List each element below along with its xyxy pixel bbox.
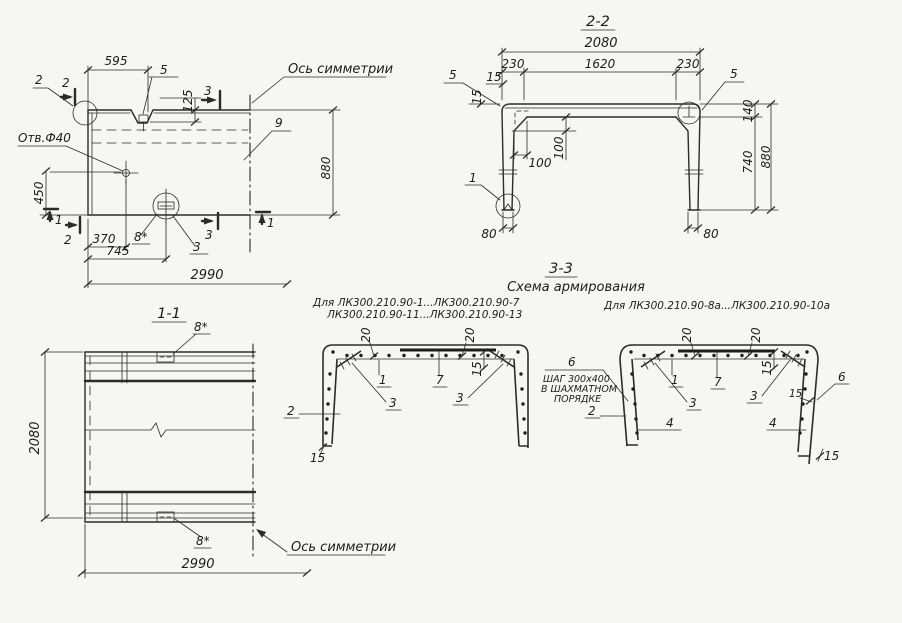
embedded-plate-top bbox=[157, 352, 174, 362]
scheme-a-caption-line1: Для ЛК300.210.90-1...ЛК300.210.90-7 bbox=[313, 297, 520, 309]
axis-of-symmetry-label-1-1: Ось симметрии bbox=[291, 540, 397, 555]
item-label-3: 3 bbox=[193, 240, 201, 254]
dim-80-right: 80 bbox=[703, 227, 719, 241]
reinforcement-scheme-b bbox=[541, 327, 849, 464]
section-mark-2-bottom: 2 bbox=[64, 233, 72, 247]
item-label-7-a: 7 bbox=[436, 373, 444, 387]
dim-15-vertical: 15 bbox=[470, 89, 484, 105]
dim-140: 140 bbox=[741, 99, 755, 123]
section-mark-3-bottom: 3 bbox=[205, 228, 213, 242]
item-label-2-a: 2 bbox=[287, 404, 295, 418]
item-label-8: 8* bbox=[134, 230, 148, 244]
axis-of-symmetry-label: Ось симметрии bbox=[288, 62, 394, 77]
scheme-a-caption-line2: ЛК300.210.90-11...ЛК300.210.90-13 bbox=[327, 309, 523, 321]
item-label-8-top: 8* bbox=[194, 320, 208, 334]
section-mark-1-right: 1 bbox=[267, 216, 275, 230]
item-label-1-b: 1 bbox=[671, 373, 679, 387]
dim-745: 745 bbox=[106, 244, 130, 258]
item-label-2-b: 2 bbox=[588, 404, 596, 418]
dim-20-left-b: 20 bbox=[680, 327, 694, 343]
reinforcement-scheme-a bbox=[284, 327, 528, 465]
dim-20-right-b: 20 bbox=[749, 327, 763, 343]
plan-view bbox=[18, 54, 393, 288]
dim-15-bottom-a: 15 bbox=[310, 451, 326, 465]
item-label-9: 9 bbox=[275, 116, 283, 130]
section-2-2-view bbox=[444, 14, 778, 241]
dim-450: 450 bbox=[32, 181, 46, 205]
section-1-1-view bbox=[28, 306, 396, 578]
section-mark-2-top: 2 bbox=[62, 76, 70, 90]
item-label-1: 1 bbox=[469, 171, 477, 185]
reinforcement-scheme-subtitle: Схема армирования bbox=[507, 280, 645, 295]
dim-2080: 2080 bbox=[584, 36, 618, 51]
section-mark-3-top: 3 bbox=[204, 84, 212, 98]
hole-label: Отв.Ф40 bbox=[18, 131, 71, 145]
dim-125: 125 bbox=[181, 89, 195, 113]
dim-15-right-a: 15 bbox=[470, 361, 484, 377]
item-label-8-bottom: 8* bbox=[196, 534, 210, 548]
item-label-6-right-b: 6 bbox=[838, 370, 846, 384]
dim-880-plan: 880 bbox=[319, 156, 333, 180]
dim-230-right: 230 bbox=[676, 57, 700, 71]
dim-15-leg-b: 15 bbox=[789, 388, 803, 400]
scheme-b-caption: Для ЛК300.210.90-8а...ЛК300.210.90-10а bbox=[604, 300, 831, 312]
item-label-3-right-b: 3 bbox=[750, 389, 758, 403]
item-label-5: 5 bbox=[160, 63, 168, 77]
rebar-dots-b bbox=[629, 350, 808, 434]
dim-740: 740 bbox=[741, 150, 755, 174]
item-label-2: 2 bbox=[35, 73, 43, 87]
section-mark-1-left: 1 bbox=[55, 213, 63, 227]
spacing-note-line2: В ШАХМАТНОМ bbox=[541, 384, 618, 395]
dim-20-right-a: 20 bbox=[463, 327, 477, 343]
dim-15-horizontal: 15 bbox=[486, 70, 502, 84]
dim-880-section: 880 bbox=[759, 145, 773, 169]
item-label-3-left-b: 3 bbox=[689, 396, 697, 410]
dim-2990-1-1: 2990 bbox=[181, 557, 215, 572]
item-label-1-a: 1 bbox=[379, 373, 387, 387]
item-label-7-b: 7 bbox=[714, 375, 722, 389]
section-2-2-title: 2-2 bbox=[586, 14, 610, 30]
dim-2080-1-1: 2080 bbox=[28, 421, 43, 455]
dim-15-right-b: 15 bbox=[760, 360, 774, 376]
dim-100-horizontal: 100 bbox=[528, 156, 552, 170]
dim-230-left: 230 bbox=[501, 57, 525, 71]
item-label-6-left-b: 6 bbox=[568, 355, 576, 369]
spacing-note-line3: ПОРЯДКЕ bbox=[554, 394, 602, 405]
item-label-5-left: 5 bbox=[449, 68, 457, 82]
dim-2990-plan: 2990 bbox=[190, 268, 224, 283]
dim-20-left-a: 20 bbox=[359, 327, 373, 343]
dim-15-bottom-b: 15 bbox=[824, 449, 840, 463]
detail-circle-1 bbox=[496, 194, 520, 218]
item-label-4-right-b: 4 bbox=[769, 416, 777, 430]
dim-100-vertical: 100 bbox=[552, 136, 566, 160]
dim-1620: 1620 bbox=[584, 57, 616, 71]
notch-insert bbox=[139, 115, 148, 122]
spacing-note-line1: ШАГ 300х400 bbox=[543, 374, 610, 385]
item-label-5-right: 5 bbox=[730, 67, 738, 81]
dim-595: 595 bbox=[104, 54, 128, 68]
rebar-dots-a bbox=[324, 350, 526, 434]
item-label-4-left-b: 4 bbox=[666, 416, 674, 430]
item-label-3-right-a: 3 bbox=[456, 391, 464, 405]
section-1-1-title: 1-1 bbox=[157, 306, 181, 322]
dim-370: 370 bbox=[92, 232, 116, 246]
embedded-plate-bottom bbox=[157, 512, 174, 522]
section-3-3-header bbox=[312, 261, 830, 321]
dim-80-left: 80 bbox=[481, 227, 497, 241]
section-3-3-title: 3-3 bbox=[549, 261, 573, 277]
item-label-3-left-a: 3 bbox=[389, 396, 397, 410]
